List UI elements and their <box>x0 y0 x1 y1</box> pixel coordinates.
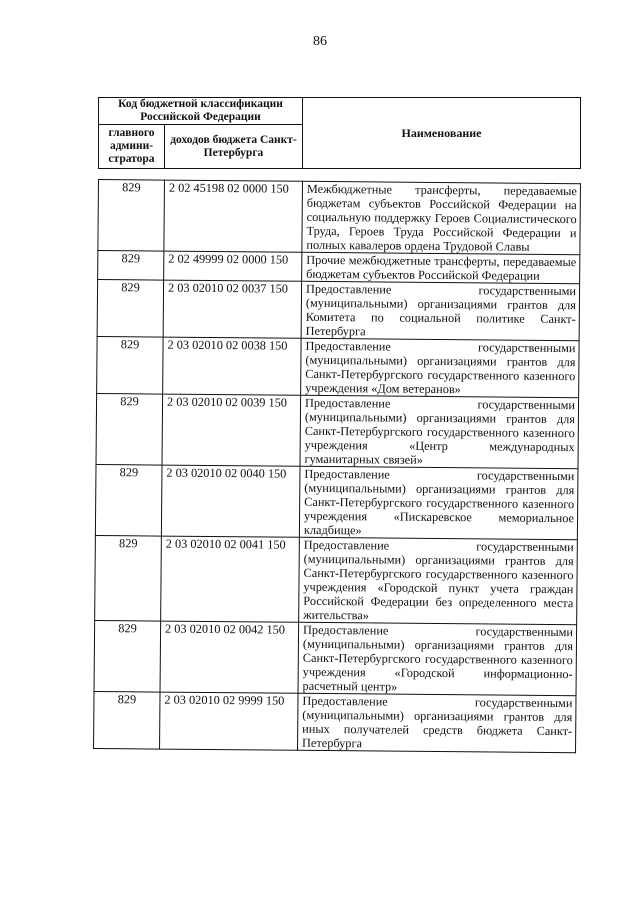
name-cell: Прочие межбюджетные трансферты, передаваемые бюджетам субъектов Российской Федерации <box>302 252 580 283</box>
header-name: Наименование <box>303 98 581 169</box>
budget-code-cell: 2 03 02010 02 0037 150 <box>163 280 301 338</box>
budget-code-cell: 2 03 02010 02 0042 150 <box>160 621 299 693</box>
admin-code-cell: 829 <box>95 535 162 621</box>
header-table <box>98 97 581 169</box>
admin-code-cell: 829 <box>94 691 160 749</box>
budget-code-cell: 2 02 45198 02 0000 150 <box>164 180 303 252</box>
budget-code-cell: 2 02 49999 02 0000 150 <box>164 251 302 281</box>
header-classification-code: Код бюджетной классификации Российской Федерации <box>99 98 303 125</box>
budget-code-cell: 2 03 02010 02 0041 150 <box>161 536 300 622</box>
table-row <box>96 393 579 468</box>
name-cell: Предоставление государственными (муниципальными) организациями грантов для Санкт-Петербургского государственного казенного учреждения «Городской пункт учета граждан Российской Федерации без определенного места жительства» <box>299 537 578 624</box>
budget-code-cell: 2 03 02010 02 9999 150 <box>160 692 298 750</box>
admin-code-cell: 829 <box>97 336 163 394</box>
header-budget-revenue: доходов бюджета Санкт-Петербурга <box>165 125 303 169</box>
table-row <box>98 251 580 284</box>
name-cell: Предоставление государственными (муниципальными) организациями грантов для Санкт-Петербургского государственного казенного учреждения «Пискаревское мемориальное кладбище» <box>299 466 578 539</box>
name-cell: Предоставление государственными (муниципальными) организациями грантов для иных получателей средств бюджета Санкт-Петербурга <box>298 693 576 752</box>
admin-code-cell: 829 <box>98 180 165 252</box>
name-cell: Предоставление государственными (муниципальными) организациями грантов для Санкт-Петербургского государственного казенного учреждения «Дом ветеранов» <box>301 338 579 397</box>
budget-code-cell: 2 03 02010 02 0039 150 <box>162 394 301 466</box>
name-cell: Предоставление государственными (муниципальными) организациями грантов для Санкт-Петербургского государственного казенного учреждения «Центр международных гуманитарных связей» <box>300 395 579 468</box>
table-row <box>94 620 577 695</box>
revenue-codes-table <box>93 179 581 753</box>
name-cell: Межбюджетные трансферты, передаваемые бюджетам субъектов Российской Федерации на социальную поддержку Героев Социалистического Труда, Героев Труда Российской Федерации и полных кавалеров ордена Трудовой Славы <box>302 181 581 254</box>
admin-code-cell: 829 <box>94 620 161 692</box>
table-row <box>98 180 581 255</box>
name-cell: Предоставление государственными (муниципальными) организациями грантов для Комитета по социальной политике Санкт-Петербурга <box>301 281 579 340</box>
header-main-administrator: главного админи-стратора <box>99 125 165 169</box>
admin-code-cell: 829 <box>98 251 164 281</box>
table-row <box>95 464 578 539</box>
table-row <box>97 280 579 341</box>
table-row <box>97 336 579 397</box>
admin-code-cell: 829 <box>95 464 162 536</box>
name-cell: Предоставление государственными (муниципальными) организациями грантов для Санкт-Петербургского государственного казенного учреждения «Городской информационно-расчетный центр» <box>298 622 577 695</box>
budget-code-cell: 2 03 02010 02 0038 150 <box>163 337 301 395</box>
admin-code-cell: 829 <box>96 393 163 465</box>
page-number: 86 <box>313 34 327 49</box>
admin-code-cell: 829 <box>97 280 163 338</box>
table-row <box>94 691 576 752</box>
budget-code-cell: 2 03 02010 02 0040 150 <box>161 465 300 537</box>
table-row <box>95 535 578 624</box>
